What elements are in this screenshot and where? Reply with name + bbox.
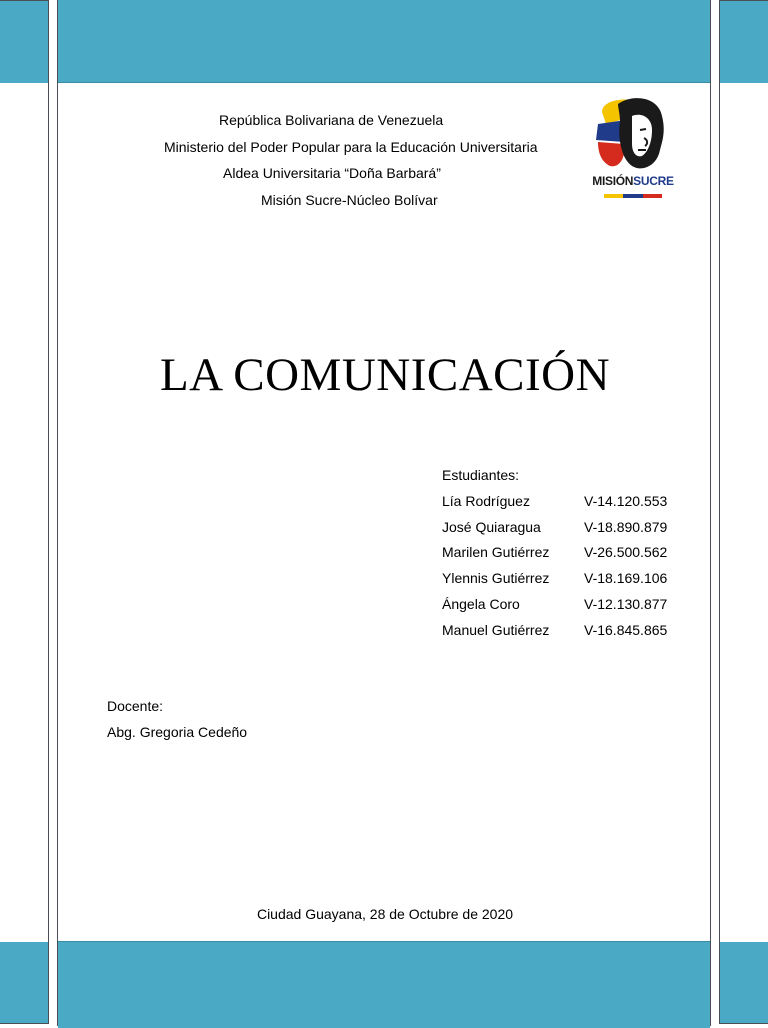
student-row <box>442 489 668 515</box>
flag-red-stripe <box>643 194 662 198</box>
logo-wordmark <box>588 174 678 188</box>
logo-wordmark-mision: MISIÓN <box>592 174 634 188</box>
header-line-mision: Misión Sucre-Núcleo Bolívar <box>261 192 438 209</box>
flag-yellow-stripe <box>604 194 623 198</box>
top-decorative-band <box>58 0 710 83</box>
bolivar-portrait-icon <box>588 94 678 176</box>
students-block <box>442 463 668 644</box>
student-name: Ylennis Gutiérrez <box>442 570 550 587</box>
student-row <box>442 618 668 644</box>
teacher-label: Docente: <box>107 698 164 714</box>
student-id: V-12.130.877 <box>584 595 668 612</box>
student-id: V-14.120.553 <box>584 492 668 509</box>
student-id: V-18.169.106 <box>584 570 668 587</box>
teacher-name: Abg. Gregoria Cedeño <box>107 724 248 740</box>
document-page <box>57 0 711 1026</box>
student-row <box>442 566 668 592</box>
student-name: José Quiaragua <box>442 518 541 535</box>
next-page-top-band <box>720 1 768 83</box>
student-name: Ángela Coro <box>442 595 520 612</box>
student-id: V-16.845.865 <box>584 621 668 638</box>
previous-page-bottom-band <box>0 942 48 1024</box>
flag-blue-stripe <box>623 194 642 198</box>
students-label: Estudiantes: <box>442 467 520 483</box>
header-line-aldea: Aldea Universitaria “Doña Barbará” <box>223 165 441 182</box>
mision-sucre-logo <box>588 94 678 206</box>
previous-page-edge <box>0 0 49 1024</box>
student-row <box>442 540 668 566</box>
next-page-bottom-band <box>720 942 768 1024</box>
header-line-ministry: Ministerio del Poder Popular para la Educación Universitaria <box>164 138 538 155</box>
student-id: V-26.500.562 <box>584 544 668 561</box>
student-name: Manuel Gutiérrez <box>442 621 550 638</box>
student-id: V-18.890.879 <box>584 518 668 535</box>
place-and-date: Ciudad Guayana, 28 de Octubre de 2020 <box>256 906 514 922</box>
previous-page-top-band <box>0 1 48 83</box>
header-line-republic: República Bolivariana de Venezuela <box>219 112 444 128</box>
teacher-block <box>107 693 247 745</box>
student-name: Lía Rodríguez <box>442 492 530 509</box>
logo-wordmark-sucre: SUCRE <box>633 174 674 188</box>
document-title: LA COMUNICACIÓN <box>159 349 611 401</box>
student-name: Marilen Gutiérrez <box>442 544 550 561</box>
logo-flag-bar <box>604 194 662 198</box>
bottom-decorative-band <box>58 941 710 1028</box>
student-row <box>442 515 668 541</box>
student-row <box>442 592 668 618</box>
next-page-edge <box>719 0 768 1024</box>
